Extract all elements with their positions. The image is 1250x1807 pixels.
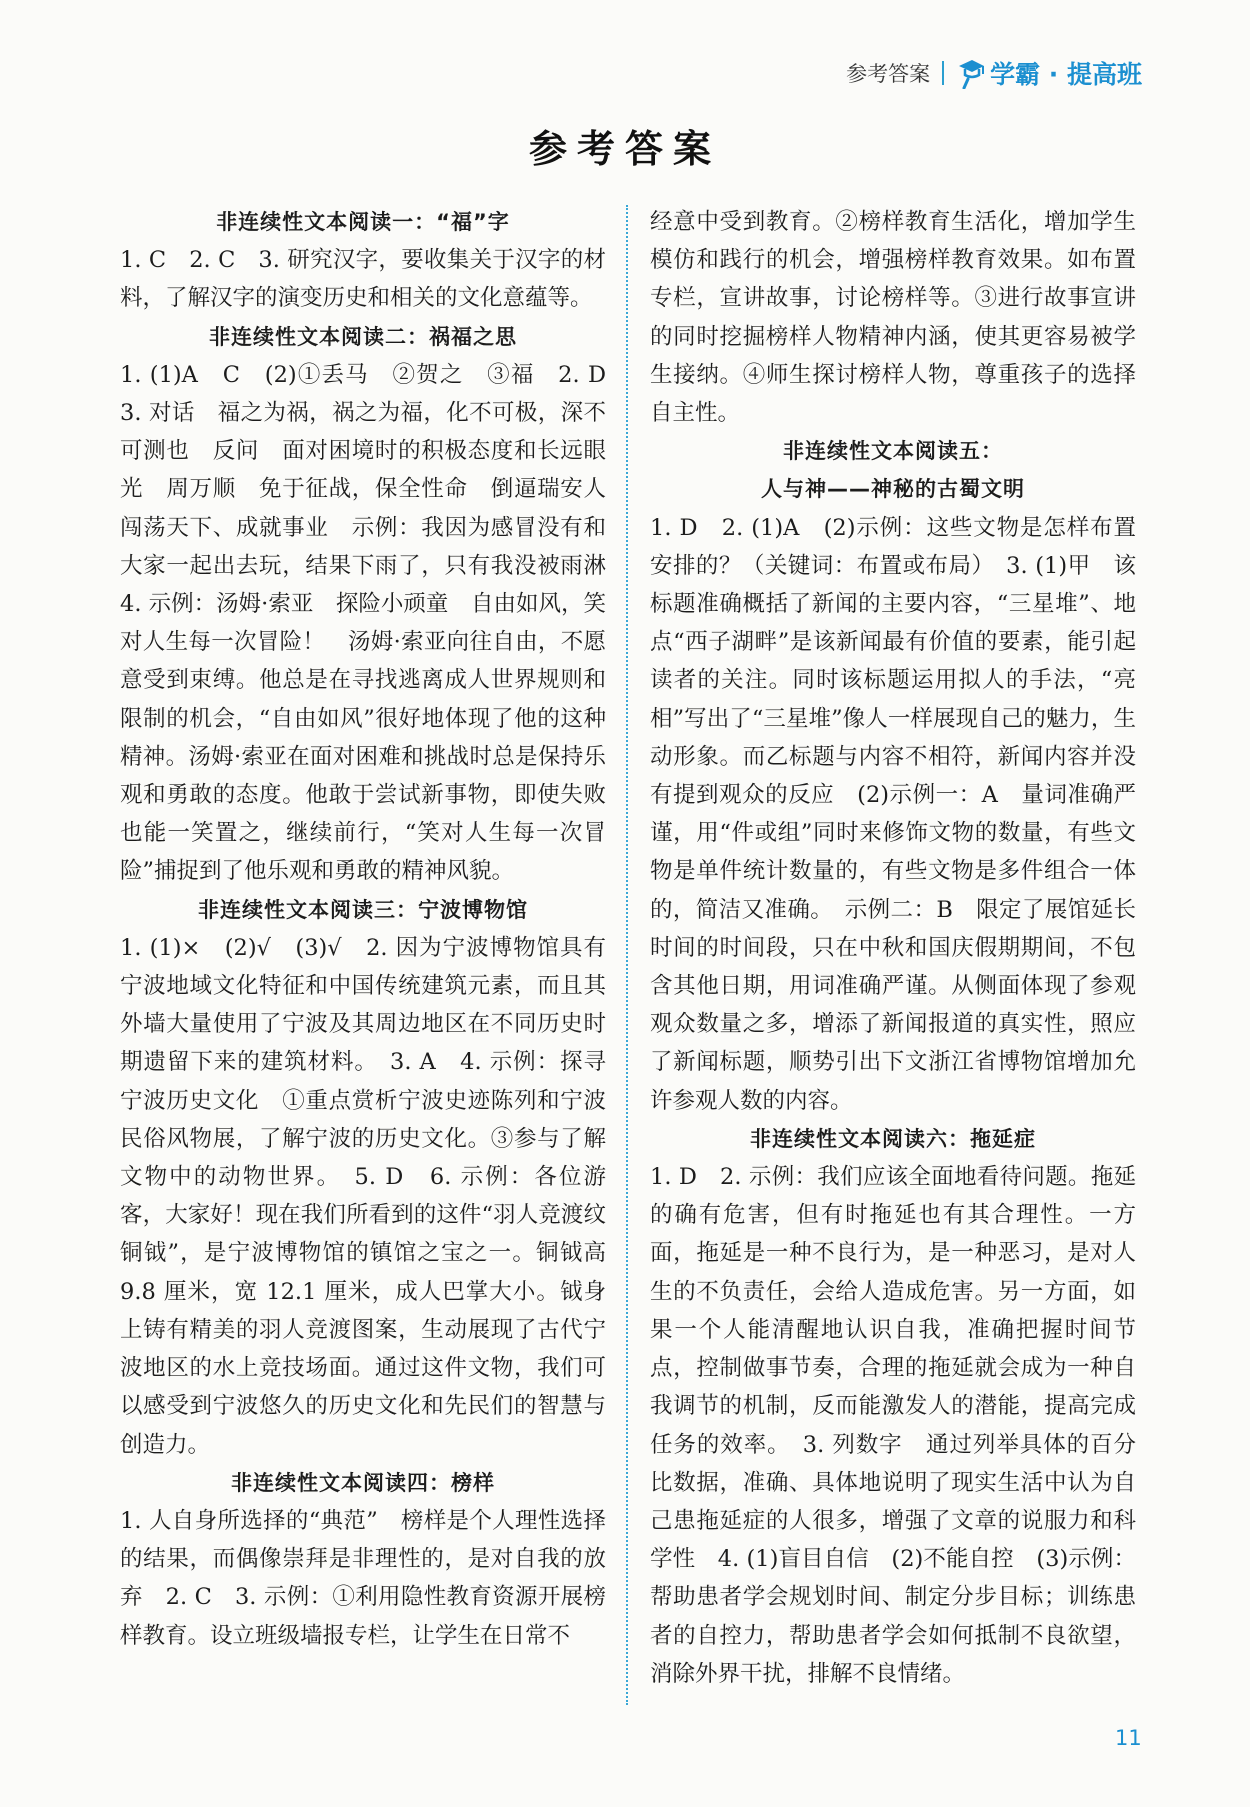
brand-name: 学霸 · 提高班	[990, 60, 1142, 89]
graduation-cap-icon	[956, 57, 986, 89]
section-heading: 非连续性文本阅读三：宁波博物馆	[198, 897, 528, 922]
section-heading: 非连续性文本阅读六：拖延症	[750, 1126, 1036, 1151]
section-heading: 非连续性文本阅读一：“福”字	[216, 210, 510, 234]
section-subheading: 人与神——神秘的古蜀文明	[761, 477, 1025, 502]
brand-logo	[956, 55, 1142, 91]
answer-paragraph: 经意中受到教育。②榜样教育生活化，增加学生模仿和践行的机会，增强榜样教育效果。如布置专栏，宣讲故事，讨论榜样等。③进行故事宣讲的同时挖掘榜样人物精神内涵，使其更容易被学生接纳。④师生探讨榜样人物，尊重孩子的选择自主性。	[650, 209, 1136, 427]
page-header	[846, 55, 1142, 91]
header-section-label: 参考答案	[846, 62, 931, 86]
answer-paragraph: 1. D 2. (1)A (2)示例：这些文物是怎样布置安排的？（关键词：布置或布局） 3. (1)甲 该标题准确概括了新闻的主要内容，“三星堆”、地点“西子湖畔”是该新闻最有价值的要素，能引起读者的关注。同时该标题运用拟人的手法，“亮相”写出了“三星堆”像人一样展现自己的魅力，生动形象。而乙标题与内容不相符，新闻内容并没有提到观众的反应 (2)示例一：A 量词准确严谨，用“件或组”同时来修饰文物的数量，有些文物是单件统计数量的，有些文物是多件组合一体的，简洁又准确。 示例二：B 限定了展馆延长时间的时间段，只在中秋和国庆假期期间，不包含其他日期，用词准确严谨。从侧面体现了参观观众数量之多，增添了新闻报道的真实性，照应了新闻标题，顺势引出下文浙江省博物馆增加允许参观人数的内容。	[650, 514, 1136, 1114]
column-divider	[626, 205, 628, 1705]
page-title: 参考答案	[528, 126, 721, 171]
answer-paragraph: 1. D 2. 示例：我们应该全面地看待问题。拖延的确有危害，但有时拖延也有其合理性。一方面，拖延是一种不良行为，是一种恶习，是对人生的不负责任，会给人造成危害。另一方面，如果一个人能清醒地认识自我，准确把握时间节点，控制做事节奏，合理的拖延就会成为一种自我调节的机制，反而能激发人的潜能，提高完成任务的效率。 3. 列数字 通过列举具体的百分比数据，准确、具体地说明了现实生活中认为自己患拖延症的人很多，增强了文章的说服力和科学性 4. (1)盲目自信 (2)不能自控 (3)示例：帮助患者学会规划时间、制定分步目标；训练患者的自控力，帮助患者学会如何抵制不良欲望，消除外界干扰，排解不良情绪。	[650, 1164, 1136, 1687]
answer-paragraph: 1. C 2. C 3. 研究汉字，要收集关于汉字的材料，了解汉字的演变历史和相关的文化意蕴等。	[120, 247, 606, 312]
answer-paragraph: 1. (1)A C (2)①丢马 ②贺之 ③福 2. D 3. 对话 福之为祸，祸之为福，化不可极，深不可测也 反问 面对困境时的积极态度和长远眼光 周万顺 免于征战，保全性命 倒逼瑞安人闯荡天下、成就事业 示例：我因为感冒没有和大家一起出去玩，结果下雨了，只有我没被雨淋 4. 示例：汤姆·索亚 探险小顽童 自由如风，笑对人生每一次冒险！ 汤姆·索亚向往自由，不愿意受到束缚。他总是在寻找逃离成人世界规则和限制的机会，“自由如风”很好地体现了他的这种精神。汤姆·索亚在面对困难和挑战时总是保持乐观和勇敢的态度。他敢于尝试新事物，即使失败也能一笑置之，继续前行，“笑对人生每一次冒险”捕捉到了他乐观和勇敢的精神风貌。	[120, 361, 629, 885]
answer-paragraph: 1. (1)× (2)√ (3)√ 2. 因为宁波博物馆具有宁波地域文化特征和中国传统建筑元素，而且其外墙大量使用了宁波及其周边地区在不同历史时期遗留下来的建筑材料。 3. A 4. 示例：探寻宁波历史文化 ①重点赏析宁波史迹陈列和宁波民俗风物展，了解宁波的历史文化。③参与了解文物中的动物世界。 5. D 6. 示例：各位游客，大家好！现在我们所看到的这件“羽人竞渡纹铜钺”，是宁波博物馆的镇馆之宝之一。铜钺高 9.8 厘米，宽 12.1 厘米，成人巴掌大小。钺身上铸有精美的羽人竞渡图案，生动展现了古代宁波地区的水上竞技场面。通过这件文物，我们可以感受到宁波悠久的历史文化和先民们的智慧与创造力。	[120, 934, 606, 1458]
right-column	[650, 203, 1136, 1693]
left-column	[120, 203, 629, 1655]
section-heading: 非连续性文本阅读四：榜样	[231, 1470, 495, 1495]
page-number: 11	[1115, 1726, 1142, 1750]
answer-paragraph: 1. 人自身所选择的“典范” 榜样是个人理性选择的结果，而偶像崇拜是非理性的，是对自我的放弃 2. C 3. 示例：①利用隐性教育资源开展榜样教育。设立班级墙报专栏，让学生在日常不	[120, 1507, 606, 1649]
section-heading: 非连续性文本阅读二：祸福之思	[209, 324, 517, 349]
header-separator	[942, 61, 944, 85]
section-heading: 非连续性文本阅读五：	[783, 439, 1003, 464]
